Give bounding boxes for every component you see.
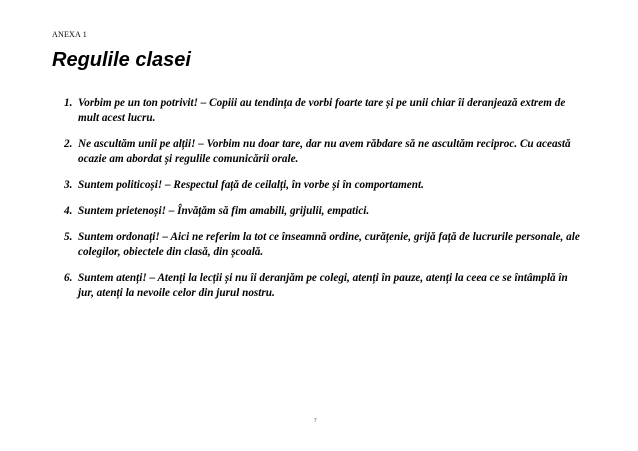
rule-item-3 <box>64 178 584 193</box>
rule-text: Vorbim pe un ton potrivit! – Copiii au tendința de vorbi foarte tare și pe unii chiar îi deranjează extrem de mult acest lucru. <box>78 97 566 124</box>
rule-item-6 <box>64 271 584 301</box>
rule-text: Suntem atenți! – Atenți la lecții și nu îi deranjăm pe colegi, atenți în pauze, atenți la ceea ce se întâmplă în jur, atenți la nevoile celor din jurul nostru. <box>78 272 568 299</box>
rules-list <box>64 96 584 312</box>
rule-item-1 <box>64 96 584 126</box>
rule-item-2 <box>64 137 584 167</box>
rule-text: Suntem politicoși! – Respectul față de ceilalți, în vorbe și în comportament. <box>78 179 424 191</box>
rule-item-5 <box>64 230 584 260</box>
annex-label: ANEXA 1 <box>52 30 87 39</box>
rule-text: Suntem ordonați! – Aici ne referim la tot ce înseamnă ordine, curățenie, grijă față de lucrurile personale, ale colegilor, obiectele din clasă, din școală. <box>78 231 580 258</box>
rule-number: 1. <box>64 97 73 109</box>
rule-text: Ne ascultăm unii pe alții! – Vorbim nu doar tare, dar nu avem răbdare să ne ascultăm reciproc. Cu această ocazie am abordat și regulile comunicării orale. <box>78 138 571 165</box>
page-number: 7 <box>314 419 317 424</box>
rule-item-4 <box>64 204 584 219</box>
rule-number: 6. <box>64 272 73 284</box>
rule-number: 5. <box>64 231 73 243</box>
rule-number: 3. <box>64 179 73 191</box>
document-title: Regulile clasei <box>52 49 191 71</box>
rule-number: 2. <box>64 138 73 150</box>
rule-number: 4. <box>64 205 73 217</box>
rule-text: Suntem prietenoși! – Învățăm să fim amabili, grijulii, empatici. <box>78 205 370 217</box>
